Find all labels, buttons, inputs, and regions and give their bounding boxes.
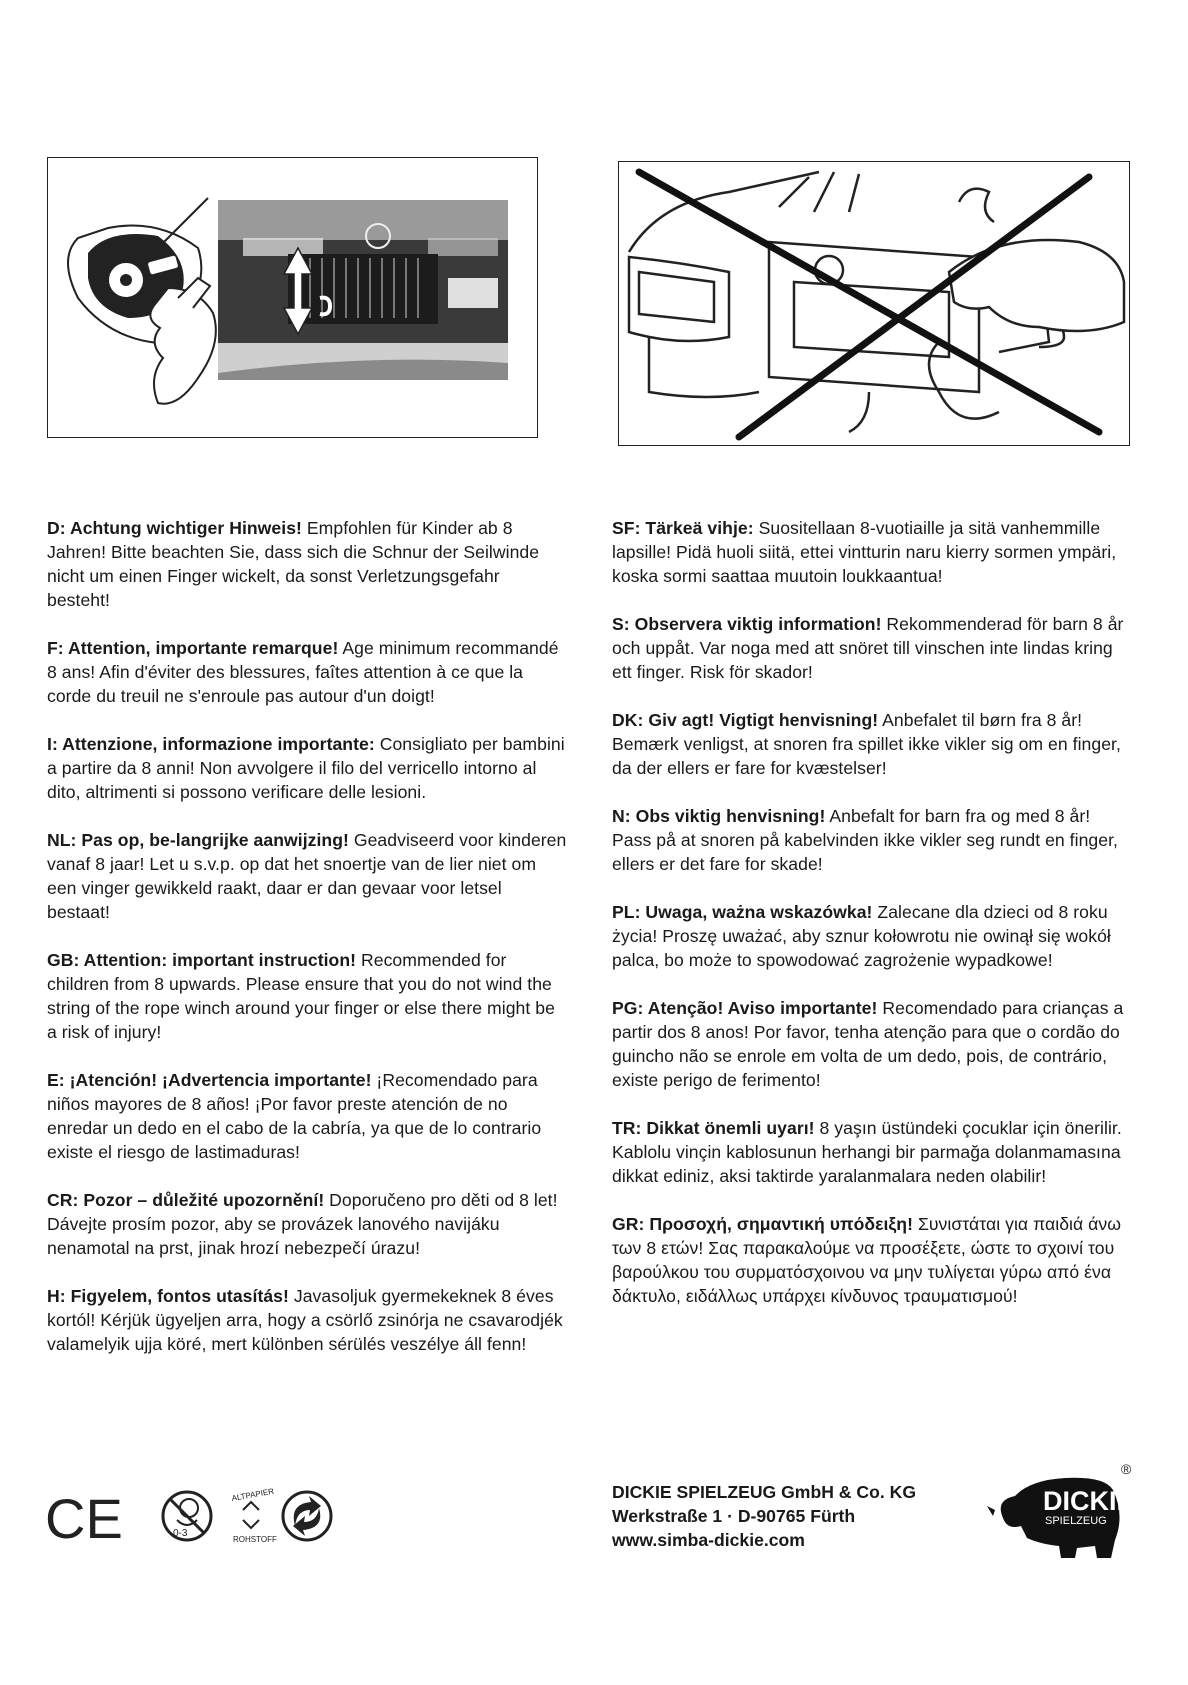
warning-tr: TR: Dikkat önemli uyarı! 8 yaşın üstündeki çocuklar için önerilir. Kablolu vinçin kablosunun herhangi bir parmağa dolanmamasına dikkat ediniz, aksi taktirde yaralanmalara neden olabilir!: [612, 1118, 1122, 1186]
not-for-under-3-icon: [163, 1492, 211, 1540]
recycled-paper-icon: [225, 1487, 277, 1544]
green-dot-icon: [283, 1492, 331, 1540]
svg-text:SPIELZEUG: SPIELZEUG: [1045, 1515, 1107, 1527]
company-website: www.simba-dickie.com: [612, 1530, 805, 1550]
warning-nl: NL: Pas op, be-langrijke aanwijzing! Geadviseerd voor kinderen vanaf 8 jaar! Let u s.v.p. op dat het snoertje van de lier niet om een vinger gewikkeld raakt, daar er dan gevaar voor letsel bestaat!: [47, 830, 567, 922]
warning-es: E: ¡Atención! ¡Advertencia importante! ¡Recomendado para niños mayores de 8 años! ¡Por favor preste atención de no enredar un dedo en el cabo de la cabría, ya que de lo contrario existe el riesgo de lastimaduras!: [47, 1070, 542, 1162]
warning-gb: GB: Attention: important instruction! Recommended for children from 8 upwards. Please ensure that you do not wind the string of the rope winch around your finger or else there might be a risk of injury!: [47, 950, 555, 1042]
company-address: [612, 1480, 916, 1552]
svg-text:ALTPAPIER: ALTPAPIER: [230, 1486, 275, 1504]
svg-text:0-3: 0-3: [173, 1528, 188, 1539]
svg-text:DICKIE: DICKIE: [1043, 1486, 1135, 1516]
dickie-logo: [985, 1460, 1135, 1560]
warning-se: S: Observera viktig information! Rekommenderad för barn 8 år och uppåt. Var noga med att snöret till vinschen inte lindas kring ett finger. Risk för skador!: [612, 614, 1124, 682]
warning-hu: H: Figyelem, fontos utasítás! Javasoljuk gyermekeknek 8 éves kortól! Kérjük ügyeljen arra, hogy a csörlő zsinórja ne csavarodjék valamelyik ujja köré, mert különben sérülés veszélye áll fenn!: [47, 1286, 563, 1354]
warning-pt: PG: Atenção! Aviso importante! Recomendado para crianças a partir dos 8 anos! Por favor, tenha atenção para que o cordão do guincho não se enrole em volta de um dedo, pois, de contrário, existe perigo de ferimento!: [612, 998, 1124, 1090]
warning-cz: CR: Pozor – důležité upozornění! Doporučeno pro děti od 8 let! Dávejte prosím pozor, aby se provázek lanového navijáku nenamotal na prst, jinak hrozí nebezpečí úrazu!: [47, 1190, 558, 1258]
svg-text:CE: CE: [45, 1487, 123, 1550]
warning-de: D: Achtung wichtiger Hinweis! Empfohlen für Kinder ab 8 Jahren! Bitte beachten Sie, dass sich die Schnur der Seilwinde nicht um einen Finger wickelt, da sonst Verletzungsgefahr besteht!: [47, 518, 540, 610]
warning-dk: DK: Giv agt! Vigtigt henvisning! Anbefalet til børn fra 8 år! Bemærk venligst, at snoren fra spillet ikke vikler sig om en finger, da der ellers er fare for kvæstelser!: [612, 710, 1121, 778]
warning-fr: F: Attention, importante remarque! Age minimum recommandé 8 ans! Afin d'éviter des blessures, faîtes attention à ce que la corde du treuil ne s'enroule pas autour d'un doigt!: [47, 638, 559, 706]
warning-pl: PL: Uwaga, ważna wskazówka! Zalecane dla dzieci od 8 roku życia! Proszę uważać, aby sznur kołowrotu nie owinął się wokół palca, bo może to spowodować zagrożenie wypadkowe!: [612, 902, 1111, 970]
winch-usage-illustration: [47, 157, 538, 438]
company-street: Werkstraße 1 · D-90765 Fürth: [612, 1506, 856, 1526]
warning-fi: SF: Tärkeä vihje: Suositellaan 8-vuotiaille ja sitä vanhemmille lapsille! Pidä huoli siitä, ettei vintturin naru kierry sormen ympäri, koska sormi saattaa muutoin loukkaantua!: [612, 518, 1117, 586]
compliance-symbols: [45, 1486, 335, 1552]
ce-mark-icon: [45, 1487, 123, 1550]
company-name: DICKIE SPIELZEUG GmbH & Co. KG: [612, 1482, 916, 1502]
remote-control-and-car-winch-icon: [48, 158, 537, 437]
crossed-out-finger-winding-icon: [619, 162, 1129, 445]
warnings-column-left: [47, 516, 567, 1380]
warning-no: N: Obs viktig henvisning! Anbefalt for barn fra og med 8 år! Pass på at snoren på kabelvinden ikke vikler seg rundt en finger, ellers er det fare for skade!: [612, 806, 1118, 874]
warning-illustration-crossed: [618, 161, 1130, 446]
svg-text:®: ®: [1121, 1461, 1132, 1477]
svg-text:ROHSTOFF: ROHSTOFF: [233, 1535, 277, 1544]
warning-gr: GR: Προσοχή, σημαντική υπόδειξη! Συνιστάται για παιδιά άνω των 8 ετών! Σας παρακαλούμε να προσέξετε, ώστε το σχοινί του βαρούλκου του συρματόσχοινου να μην τυλίγεται γύρω από ένα δάκτυλο, ειδάλλως υπάρχει κίνδυνος τραυματισμού!: [612, 1214, 1122, 1306]
warning-it: I: Attenzione, informazione importante: Consigliato per bambini a partire da 8 anni! Non avvolgere il filo del verricello intorno al dito, altrimenti si possono verificare delle lesioni.: [47, 734, 565, 802]
warnings-column-right: [612, 516, 1132, 1332]
